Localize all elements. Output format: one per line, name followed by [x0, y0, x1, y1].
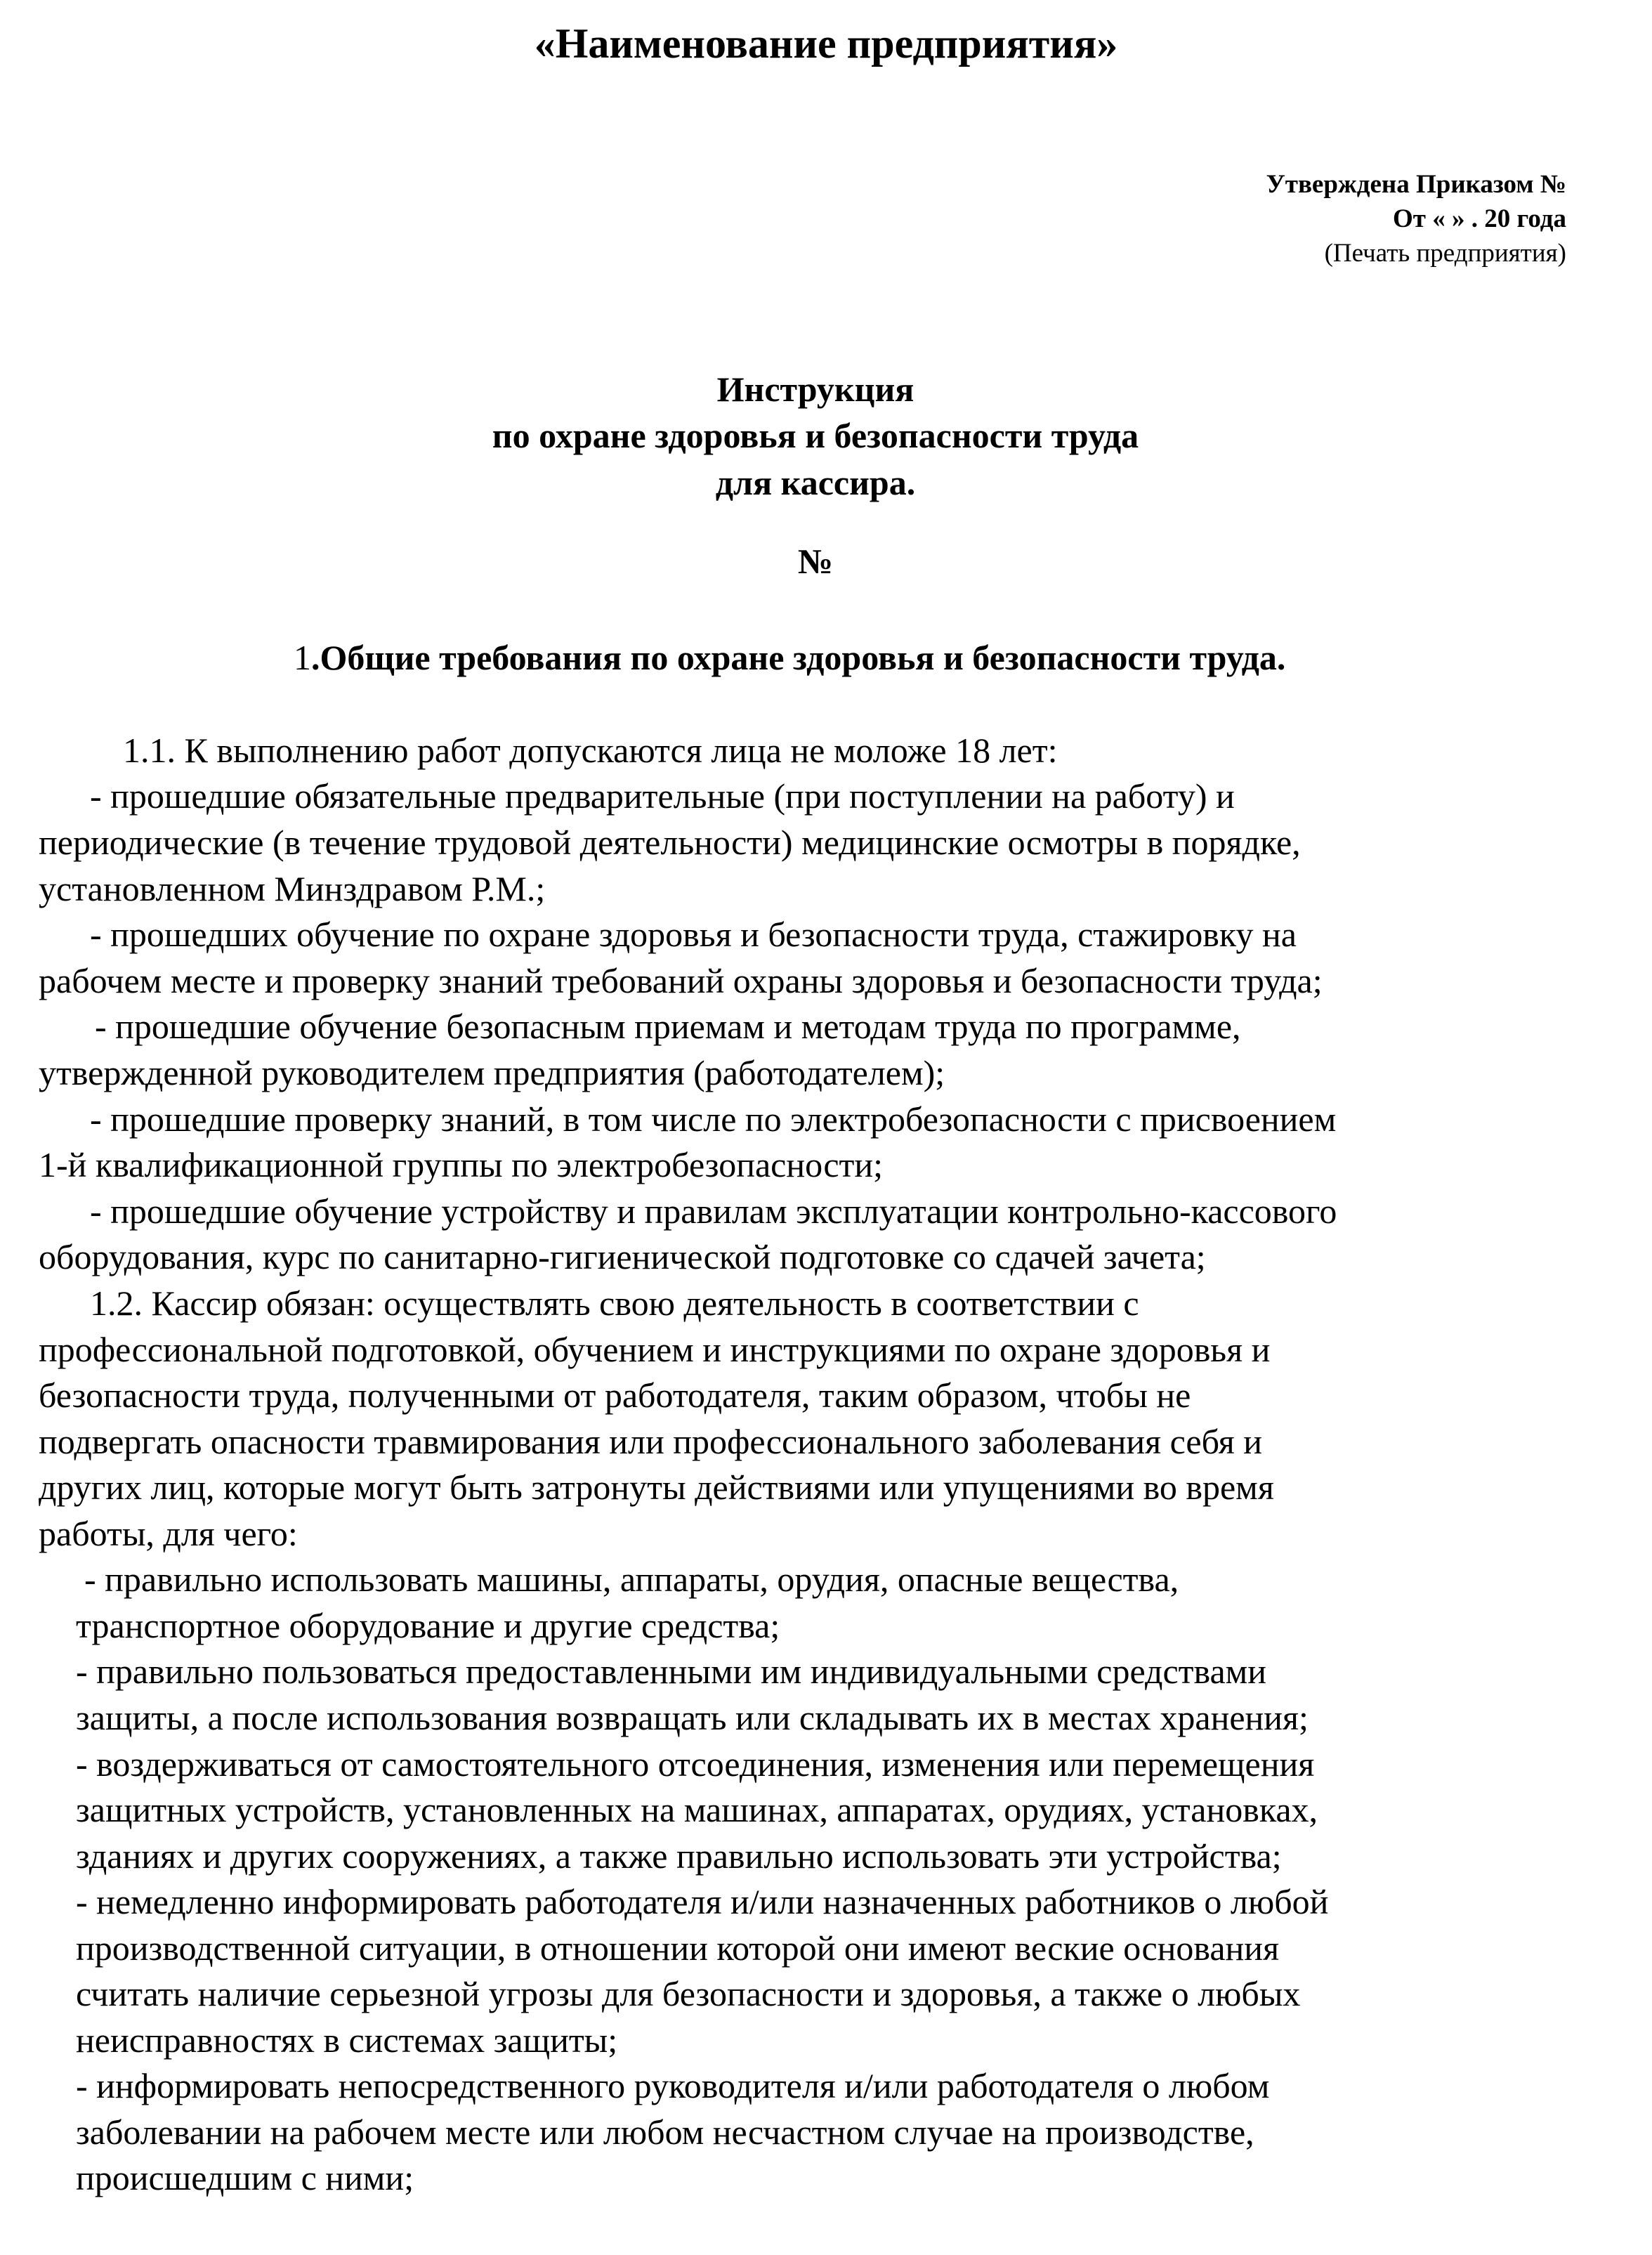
approval-seal-line: (Печать предприятия) [1324, 239, 1566, 268]
body-line: - прошедшие проверку знаний, в том числе по электробезопасности с присвоением [90, 1099, 1337, 1139]
body-line: установленном Минздравом Р.М.; [39, 869, 546, 908]
body-line: - прошедшие обучение безопасным приемам и методам труда по программе, [95, 1007, 1241, 1046]
section-1-number: 1 [294, 638, 311, 677]
body-line: работы, для чего: [39, 1514, 298, 1553]
body-line: неисправностях в системах защиты; [76, 2020, 618, 2060]
instruction-subtitle-position: для кассира. [715, 463, 916, 502]
approval-date-line: От « » . 20 года [1393, 204, 1566, 233]
body-line: зданиях и других сооружениях, а также правильно использовать эти устройства; [76, 1836, 1282, 1876]
body-line: других лиц, которые могут быть затронуты действиями или упущениями во время [39, 1468, 1274, 1507]
body-line: транспортное оборудование и другие средства; [76, 1606, 780, 1645]
body-line: - прошедших обучение по охране здоровья и безопасности труда, стажировку на [90, 915, 1297, 954]
body-line: защитных устройств, установленных на машинах, аппаратах, орудиях, установках, [76, 1790, 1318, 1829]
body-line: считать наличие серьезной угрозы для безопасности и здоровья, а также о любых [76, 1974, 1301, 2013]
body-line: - правильно пользоваться предоставленными им индивидуальными средствами [76, 1652, 1267, 1691]
body-line: утвержденной руководителем предприятия (работодателем); [39, 1053, 945, 1092]
body-line: - правильно использовать машины, аппараты, орудия, опасные вещества, [84, 1560, 1179, 1599]
body-line: профессиональной подготовкой, обучением и инструкциями по охране здоровья и [39, 1330, 1271, 1369]
body-line: подвергать опасности травмирования или профессионального заболевания себя и [39, 1422, 1263, 1461]
body-line: безопасности труда, полученными от работодателя, таким образом, чтобы не [39, 1375, 1191, 1415]
approval-order-line: Утверждена Приказом № [1266, 170, 1566, 199]
body-line: рабочем месте и проверку знаний требований охраны здоровья и безопасности труда; [39, 961, 1323, 1000]
body-line: производственной ситуации, в отношении которой они имеют веские основания [76, 1928, 1280, 1968]
body-line: заболевании на рабочем месте или любом несчастном случае на производстве, [76, 2112, 1254, 2152]
body-line: - воздерживаться от самостоятельного отсоединения, изменения или перемещения [76, 1744, 1315, 1784]
body-line: периодические (в течение трудовой деятельности) медицинские осмотры в порядке, [39, 823, 1301, 862]
body-line: - прошедшие обязательные предварительные (при поступлении на работу) и [90, 776, 1235, 816]
instruction-subtitle: по охране здоровья и безопасности труда [492, 416, 1139, 455]
body-line: 1.1. К выполнению работ допускаются лица не моложе 18 лет: [123, 731, 1058, 770]
body-line: происшедшим с ними; [76, 2158, 414, 2197]
section-1-title: .Общие требования по охране здоровья и безопасности труда. [311, 638, 1286, 677]
instruction-number-sign: № [797, 542, 834, 581]
body-line: 1-й квалификационной группы по электробезопасности; [39, 1145, 884, 1184]
company-name: «Наименование предприятия» [534, 20, 1118, 67]
instruction-title: Инструкция [716, 370, 914, 409]
body-line: 1.2. Кассир обязан: осуществлять свою деятельность в соответствии с [90, 1283, 1139, 1323]
body-line: оборудования, курс по санитарно-гигиенической подготовке со сдачей зачета; [39, 1237, 1206, 1276]
body-line: - информировать непосредственного руководителя и/или работодателя о любом [76, 2066, 1270, 2105]
body-line: защиты, а после использования возвращать или складывать их в местах хранения; [76, 1698, 1309, 1737]
body-line: - прошедшие обучение устройству и правилам эксплуатации контрольно-кассового [90, 1191, 1337, 1231]
body-line: - немедленно информировать работодателя и/или назначенных работников о любой [76, 1882, 1329, 1921]
section-1-heading [294, 634, 1285, 681]
